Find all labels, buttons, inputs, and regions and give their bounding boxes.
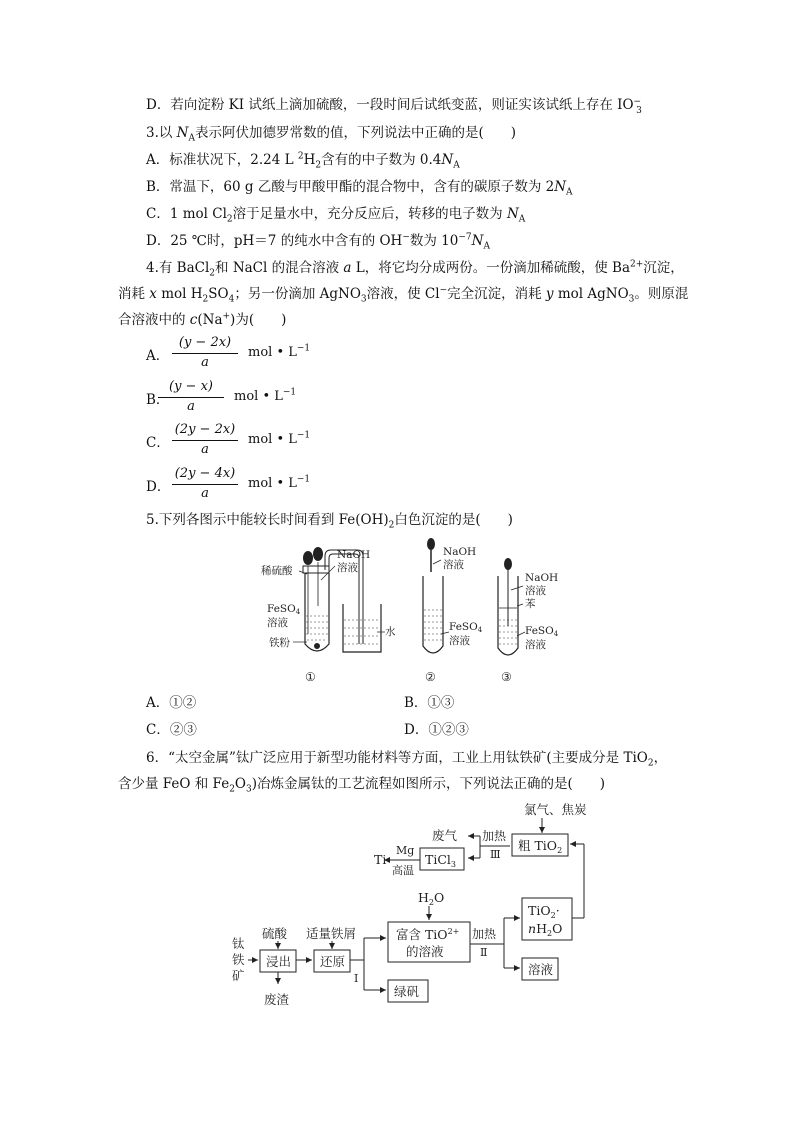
svg-text:FeSO4: FeSO4 [525,625,559,638]
label-dilute-h2so4: 稀硫酸 [261,565,293,577]
label-benzene: 苯 [525,598,536,610]
q4-option-b-label: B． [146,392,170,408]
q4-option-a-label: A． [146,348,170,364]
q2-option-d: D．若向淀粉 KI 试纸上滴加硫酸，一段时间后试纸变蓝，则证实该试纸上存在 $IO^-_3$ [146,96,642,116]
q4-option-c-label: C． [146,435,170,451]
dropper-bulb-fig3 [504,558,512,570]
label-ti: Ti [374,852,387,867]
svg-text:TiCl3: TiCl$_3$ [425,852,456,869]
figure-number-2: ② [425,670,436,684]
dropper-bulb-2 [313,547,323,561]
figure-number-3: ③ [501,670,512,684]
svg-text:绿矾: 绿矾 [394,984,420,999]
label-step-1: Ⅰ [354,972,359,985]
q5-apparatus-figure [255,536,575,684]
svg-text:的溶液: 的溶液 [406,944,444,959]
label-sol-4: 溶液 [449,635,470,647]
label-high-temp: 高温 [392,864,414,877]
label-heat-2: 加热 [472,927,497,941]
label-sol-2: 溶液 [267,617,288,629]
label-ore-1: 钛 [232,936,245,951]
label-naoh-1: NaOH [337,549,371,561]
label-sulfuric: 硫酸 [262,926,288,941]
label-iron-powder: 铁粉 [269,637,290,649]
q3-option-b: B．常温下，60 g 乙酸与甲酸甲酯的混合物中，含有的碳原子数为 $2N_A$ [146,179,573,198]
svg-text:FeSO4: FeSO4 [449,621,483,634]
test-tube-1 [305,573,329,651]
q5-stem: 5.下列各图示中能较长时间看到 $Fe(OH)_2$白色沉淀的是( ) [146,512,513,531]
q6-flowchart [224,798,604,1014]
label-naoh-2: NaOH [443,546,477,558]
q5-option-a: A．①② [146,695,197,711]
label-waste-gas: 废气 [432,828,458,843]
q5-option-b: B．①③ [404,695,455,711]
svg-text:溶液: 溶液 [528,962,554,977]
figure-number-1: ① [305,670,316,684]
label-mg: Mg [396,844,415,857]
label-naoh-3: NaOH [525,572,559,584]
label-sol-3: 溶液 [443,559,464,571]
dropper-bulb-1 [303,551,313,565]
label-residue: 废渣 [264,992,290,1007]
label-heat-3: 加热 [482,829,507,843]
label-ore-2: 铁 [232,952,245,967]
svg-text:FeSO4: FeSO4 [267,603,301,616]
svg-text:TiO2·: TiO$_2$· [528,903,560,920]
q4-option-d-label: D． [146,479,171,495]
label-sol-1: 溶液 [337,562,358,574]
label-feso4-1: FeSO [267,603,296,615]
q6-stem-line1: 6．“太空金属”钛广泛应用于新型功能材料等方面，工业上用钛铁矿(主要成分是 TiO$_2$， [146,750,668,769]
q5-option-c: C．②③ [146,722,197,738]
q4-stem-line2: 消耗 x mol $H_2SO_4$；另一份滴加 AgNO$_3$溶液，使 Cl−完全沉淀，消耗 y mol AgNO$_3$。则原混 [118,285,689,305]
q3-option-a: A．标准状况下，2.24 L $^2H_2$含有的中子数为 $0.4N_A$ [146,151,460,171]
svg-text:浸出: 浸出 [266,954,292,969]
q4-stem-line3: 合溶液中的 c(Na+)为( ) [118,311,287,328]
test-tube-2 [423,576,443,653]
label-feso4-2: FeSO [449,621,478,633]
svg-text:富含 TiO2+: 富含 TiO$^{2+}$ [396,927,460,942]
label-h2o: H [418,890,429,905]
svg-text:nH2O: $nH_2O$ [528,921,563,938]
label-sol-6: 溶液 [525,639,546,651]
label-sol-5: 溶液 [525,585,546,597]
svg-text:H2O: $H_2O$ [418,890,445,907]
q4-stem-line1: 4.有 BaCl$_2$和 NaCl 的混合溶液 a L，将它均分成两份。一份滴加稀硫酸，使 $Ba^{2+}$沉淀， [146,259,684,279]
label-iron-scrap: 适量铁屑 [306,926,357,941]
label-chlorine-coke: 氯气、焦炭 [524,802,587,817]
label-step-3: Ⅲ [490,848,501,861]
label-feso4-3: FeSO [525,625,554,637]
label-step-2: Ⅱ [480,946,488,959]
label-ore-3: 矿 [232,968,245,983]
q3-option-d: D．25 ℃时，pH＝7 的纯水中含有的 OH−数为 $10^{-7}N_A$ [146,232,490,252]
label-water: 水 [385,626,396,638]
q3-option-c: C．1 mol $Cl_2$溶于足量水中，充分反应后，转移的电子数为 $N_A$ [146,206,526,225]
q6-stem-line2: 含少量 FeO 和 $Fe_2O_3$)冶炼金属钛的工艺流程如图所示，下列说法正确的是( ) [118,776,606,795]
q3-stem: 3.以 $N_A$表示阿伏加德罗常数的值，下列说法中正确的是( ) [146,125,517,144]
svg-text:还原: 还原 [320,954,346,969]
document-page: D．若向淀粉 KI 试纸上滴加硫酸，一段时间后试纸变蓝，则证实该试纸上存在 $IO^-_3$ 3.以 $N_A$表示阿伏加德罗常数的值，下列说法中正确的是( ) A．标准状况下，2.24 L $^2H_2$含有的中子数为 $0.4N_A$ B．常温下，60 g 乙酸与甲酸甲酯的混合物中，含有的碳原子数为 $2N_A$ C．1 mol $Cl_2$溶于足量水中，充分反应后，转移的电子数为 $N_A$ D．25 ℃时，pH＝7 的纯水中含有的 OH−数为 $10^{-7}N_A$ 4.有 BaCl$_2$和 NaCl 的混合溶液 a L，将它均分成两份。一份滴加稀硫酸，使 $Ba^{2+}$沉淀， 消耗 x mol $H_2SO_4$；另一份滴加 AgNO$_3$溶液，使 Cl−完全沉淀，消耗 y mol AgNO$_3$。则原混 合溶液中的 c(Na+)为( ) A． (y − 2x) a mol • $L^{-1}$ B． (y − x) a mol • $L^{-1}$ C． (2y − 2x) a mol • $L^{-1}$ D． (2y − 4x) a mol • $L^{-1}$ 5.下列各图示中能较长时间看到 $Fe(OH)_2$白色沉淀的是( ) 稀硫酸 NaOH 溶液 FeSO4 溶液 铁粉 水 NaOH 溶液 FeSO4 溶液 NaOH 溶液 苯 FeSO4 溶液 ① ② ③ A．①② B．①③ C．②③ D．①②③ 6．“太空金属”钛广泛应用于新型功能材料等方面，工业上用钛铁矿(主要成分是 TiO$_2$， 含少量 FeO 和 $Fe_2O_3$)冶炼金属钛的工艺流程如图所示，下列说法正确的是( ) 氯气、焦炭 粗 TiO$_2$ 加热 Ⅲ 废气 TiCl$_3$ Mg 高温 Ti 钛 铁 矿 浸出 硫酸 废渣 还原 适量铁屑 Ⅰ 富含 TiO$^{2+}$ 的溶液 $H_2O$ 绿矾 加热 Ⅱ TiO$_2$· $nH_2O$ 溶液 [0,0,794,1123]
svg-text:粗 TiO2: 粗 TiO$_2$ [518,838,563,855]
dropper-bulb-fig2 [427,538,435,550]
q5-option-d: D．①②③ [404,722,469,738]
